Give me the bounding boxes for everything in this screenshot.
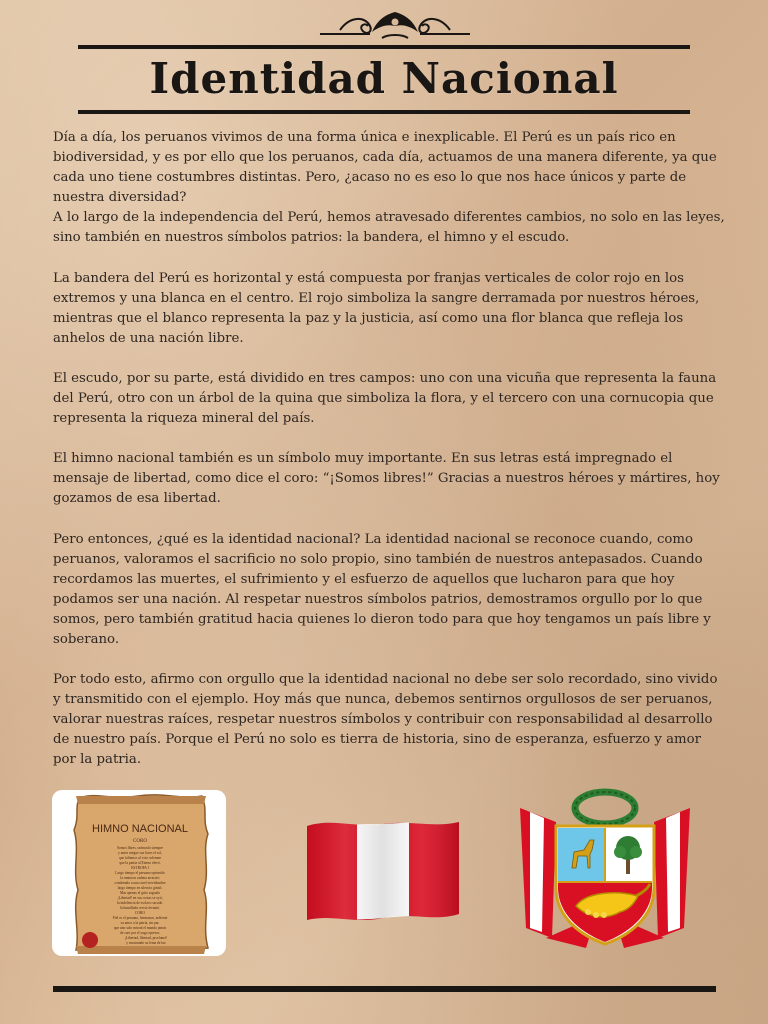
page-title: Identidad Nacional [149, 54, 619, 103]
hymn-line: ESTROFA I [131, 866, 149, 870]
hymn-line: que uno solo mirará el mundo jamás [113, 926, 167, 930]
hymn-line: que faltemos al voto solemne [118, 856, 162, 860]
hymn-line: Largo tiempo el peruano oprimido [115, 871, 165, 875]
hymn-line: que la patria al Eterno elevó. [119, 861, 161, 865]
top-rule [78, 45, 690, 49]
hymn-scroll-image [52, 790, 226, 956]
peru-flag-image [303, 818, 463, 924]
hymn-line: la ominosa cadena arrastró; [120, 876, 160, 880]
hymn-line: ¡Libertad! en sus costas se oyó, [117, 896, 163, 900]
paragraph-6: Pero entonces, ¿qué es la identidad nacional? La identidad nacional se reconoce cuando, como peruanos, valoramos el sacrificio no solo propio, sino también de nuestros antepasados. Cuando recordamos las muertes, el sufrimiento y el esfuerzo de aquellos que lucharon para que hoy podamos ser una nación. Al respetar nuestros símbolos patrios, demostramos orgullo por lo que somos, pero también gratitud hacia quienes lo dieron todo para que hoy tengamos un país libre y soberano. [53, 531, 711, 647]
title-rule [78, 110, 690, 114]
paragraph-3: La bandera del Perú es horizontal y está compuesta por franjas verticales de color rojo en los extremos y una blanca en el centro. El rojo simboliza la sangre derramada por nuestros héroes, mientras que el blanco representa la paz y la justicia, así como una flor blanca que refleja los anhelos de una nación libre. [53, 270, 700, 346]
hymn-line: Somos libres, seámoslo siempre [116, 846, 164, 850]
essay-body [53, 128, 725, 791]
paragraph-2: A lo largo de la independencia del Perú, hemos atravesado diferentes cambios, no solo en las leyes, sino también en nuestros símbolos patrios: la bandera, el himno y el escudo. [53, 210, 725, 246]
hymn-line: largo tiempo en silencio gimió. [117, 886, 163, 890]
hymn-line: la humillada cerviz levantó. [120, 906, 160, 910]
hymn-line: la indolencia de esclavo sacude, [117, 901, 163, 905]
paragraph-5: El himno nacional también es un símbolo muy importante. En sus letras está impregnado el mensaje de libertad, como dice el coro: “¡Somos libres!” Gracias a nuestros héroes y mártires, hoy gozamos de esa libertad. [53, 451, 720, 507]
hymn-heading: HIMNO NACIONAL [92, 823, 188, 835]
hymn-line: y antes niegue sus luces el sol, [118, 851, 162, 855]
paragraph-4: El escudo, por su parte, está dividido en tres campos: uno con una vicuña que representa la fauna del Perú, otro con un árbol de la quina que simboliza la flora, y el tercero con una cornucopia que representa la riqueza mineral del país. [53, 370, 717, 427]
paragraph-1: Día a día, los peruanos vivimos de una forma única e inexplicable. El Perú es un país rico en biodiversidad, y es por ello que los peruanos, cada día, actuamos de una manera diferente, ya que cada uno tiene costumbres distintas. Pero, ¿acaso no es eso lo que nos hace únicos y parte de nuestra diversidad? [53, 130, 717, 206]
hymn-line: ¡Libertad, libertad, proclamó! [124, 936, 168, 940]
hymn-subheading: CORO [133, 839, 147, 844]
hymn-line: condenado a una cruel servidumbre [114, 881, 166, 885]
paragraph-7: Por todo esto, afirmo con orgullo que la identidad nacional no debe ser solo recordado, sino vivido y transmitido con el ejemplo. Hoy más que nunca, debemos sentirnos orgullosos de ser peruanos, valorar nuestras raíces, respetar nuestros símbolos y contribuir con responsabilidad al desarrollo de nuestro país. Porque el Perú no solo es tierra de historia, sino de esperanza, esfuerzo y amor por la patria. [53, 672, 718, 768]
decorative-ornament [310, 8, 480, 44]
hymn-line: de caer por el yugo opresor. [120, 931, 160, 935]
peru-coat-of-arms-image [516, 788, 694, 960]
hymn-line: Mas apenas el grito sagrado [119, 891, 161, 895]
hymn-line: su amor a la patria, sin par. [120, 921, 160, 925]
bottom-rule [53, 986, 716, 992]
hymn-line: Fiel es el peruano, hermanos, ardiente [112, 916, 168, 920]
hymn-line: y mostrando su lema de luz [126, 941, 166, 945]
hymn-line: CORO [135, 911, 145, 915]
